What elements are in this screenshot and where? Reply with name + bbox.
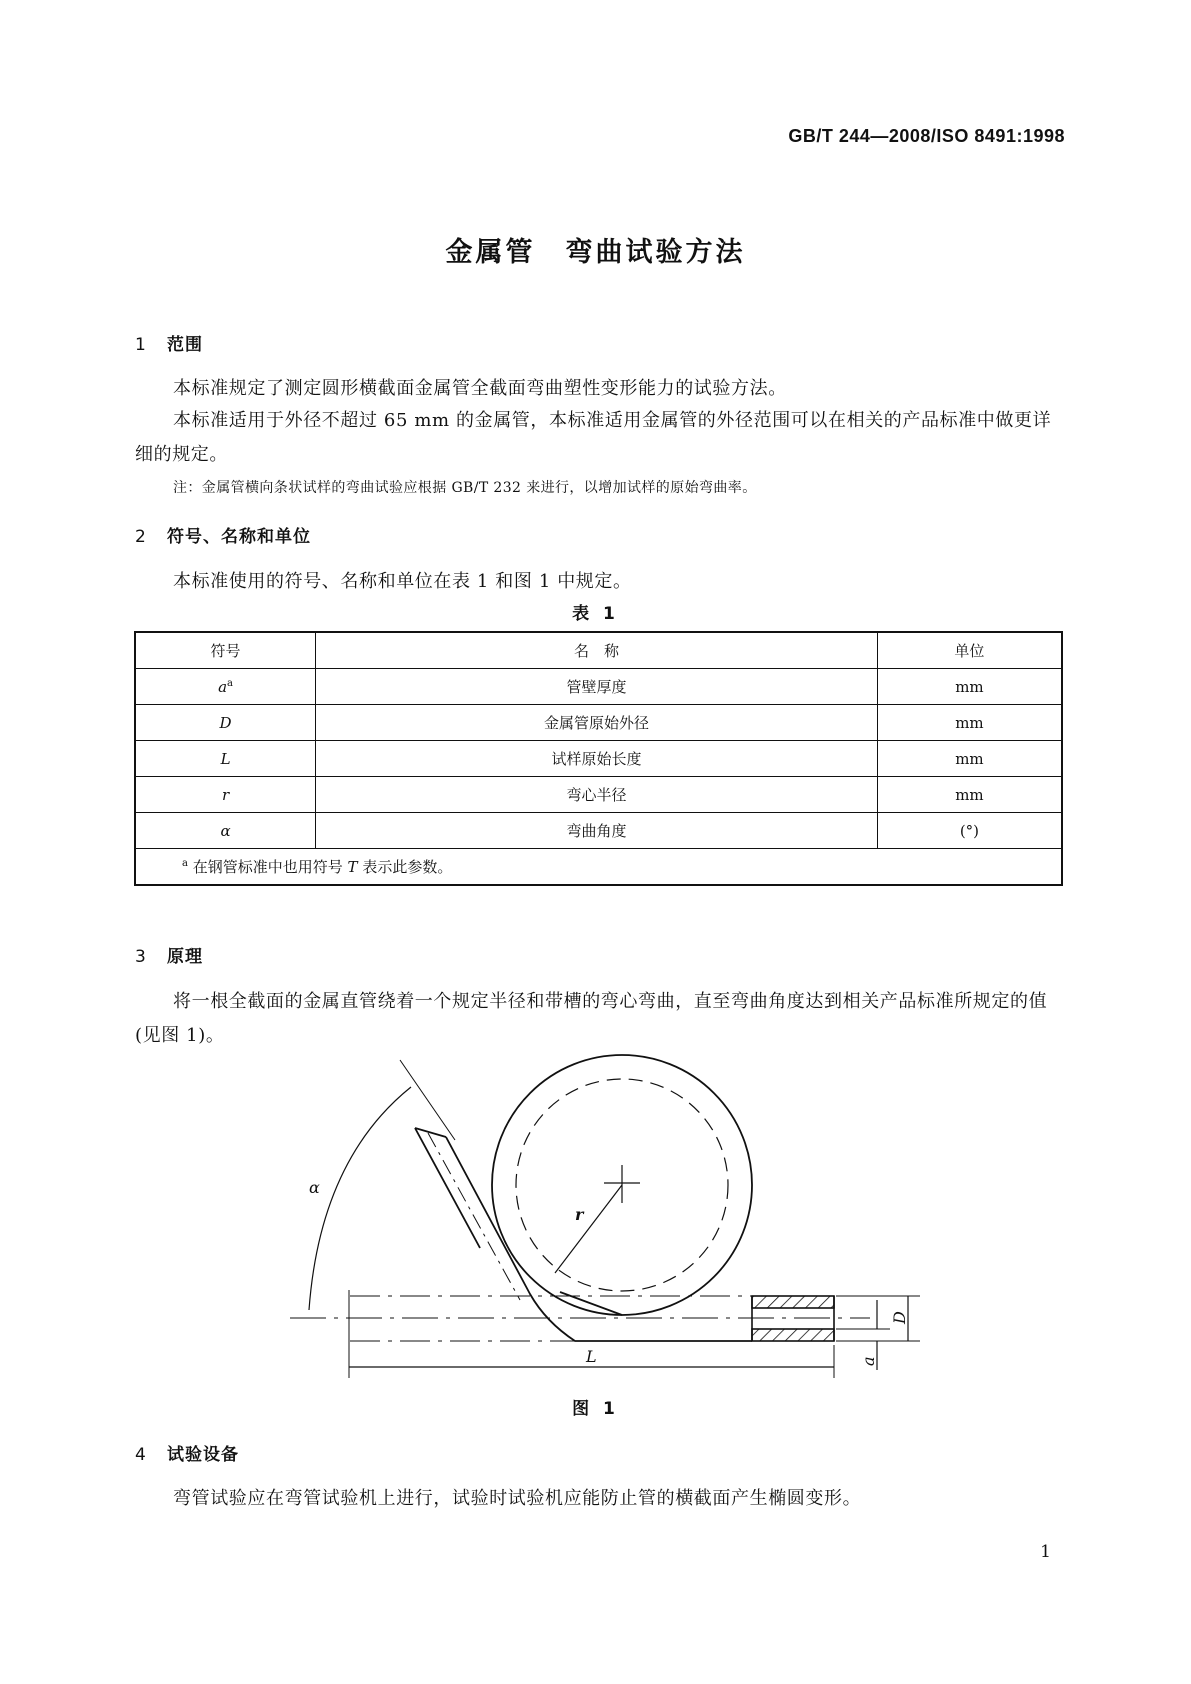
cell-unit: mm	[877, 705, 1062, 741]
section-2-paragraph-1: 本标准使用的符号、名称和单位在表 1 和图 1 中规定。	[173, 571, 632, 592]
section-4-heading	[135, 1440, 239, 1465]
section-1-paragraph-2: 本标准适用于外径不超过 65 mm 的金属管，本标准适用金属管的外径范围可以在相关的产品标准中做更详细的规定。	[135, 410, 1052, 465]
page-number: 1	[1040, 1542, 1051, 1562]
cell-name: 金属管原始外径	[316, 705, 878, 741]
table-footnote: $^a$ 在钢管标准中也用符号 T 表示此参数。	[135, 849, 1062, 886]
section-number: 2	[135, 527, 147, 547]
center-mark	[604, 1165, 640, 1203]
cell-name: 管壁厚度	[316, 669, 878, 705]
document-title: 金属管 弯曲试验方法	[445, 237, 746, 268]
footnote-marker: a	[227, 677, 234, 689]
cell-unit: mm	[877, 741, 1062, 777]
cell-symbol: $a^a$	[135, 669, 316, 705]
label-alpha: α	[309, 1178, 320, 1197]
cell-name: 试样原始长度	[316, 741, 878, 777]
section-title: 范围	[167, 335, 203, 355]
header-unit: 单位	[877, 632, 1062, 669]
cell-unit: mm	[877, 669, 1062, 705]
section-title: 试验设备	[167, 1445, 239, 1465]
cell-symbol: D	[135, 705, 316, 741]
cell-name: 弯心半径	[316, 777, 878, 813]
cell-symbol: α	[135, 813, 316, 849]
header-symbol: 符号	[135, 632, 316, 669]
bent-arm-centerline	[428, 1133, 520, 1300]
section-1-note: 注：金属管横向条状试样的弯曲试验应根据 GB/T 232 来进行，以增加试样的原始弯曲率。	[173, 480, 757, 496]
section-3-paragraph-1: 将一根全截面的金属直管绕着一个规定半径和带槽的弯心弯曲，直至弯曲角度达到相关产品标准所规定的值(见图 1)。	[135, 991, 1048, 1046]
angle-extension-line	[400, 1060, 455, 1140]
cell-unit: mm	[877, 777, 1062, 813]
label-D: D	[890, 1311, 909, 1324]
radius-dimension	[555, 1185, 622, 1273]
section-title: 符号、名称和单位	[167, 527, 311, 547]
header-name: 名 称	[316, 632, 878, 669]
cell-unit: (°)	[877, 813, 1062, 849]
cell-symbol: L	[135, 741, 316, 777]
table-caption: 表 1	[572, 604, 619, 624]
pipe-inner-contour	[415, 1128, 480, 1248]
pipe-outer-contour	[446, 1137, 752, 1341]
section-title: 原理	[167, 947, 203, 967]
label-a: a	[859, 1356, 878, 1366]
label-r: r	[575, 1205, 584, 1224]
alpha-angle-arc	[309, 1087, 411, 1310]
section-4-paragraph-1: 弯管试验应在弯管试验机上进行，试验时试验机应能防止管的横截面产生椭圆变形。	[173, 1488, 862, 1509]
section-number: 1	[135, 335, 147, 355]
standard-number: GB/T 244—2008/ISO 8491:1998	[788, 126, 1065, 146]
figure-caption: 图 1	[572, 1399, 619, 1419]
section-number: 4	[135, 1445, 147, 1465]
label-L: L	[586, 1347, 597, 1366]
bent-pipe	[415, 1055, 752, 1341]
section-1-paragraph-1: 本标准规定了测定圆形横截面金属管全截面弯曲塑性变形能力的试验方法。	[173, 378, 787, 399]
cell-name: 弯曲角度	[316, 813, 878, 849]
section-number: 3	[135, 947, 147, 967]
cell-symbol: r	[135, 777, 316, 813]
